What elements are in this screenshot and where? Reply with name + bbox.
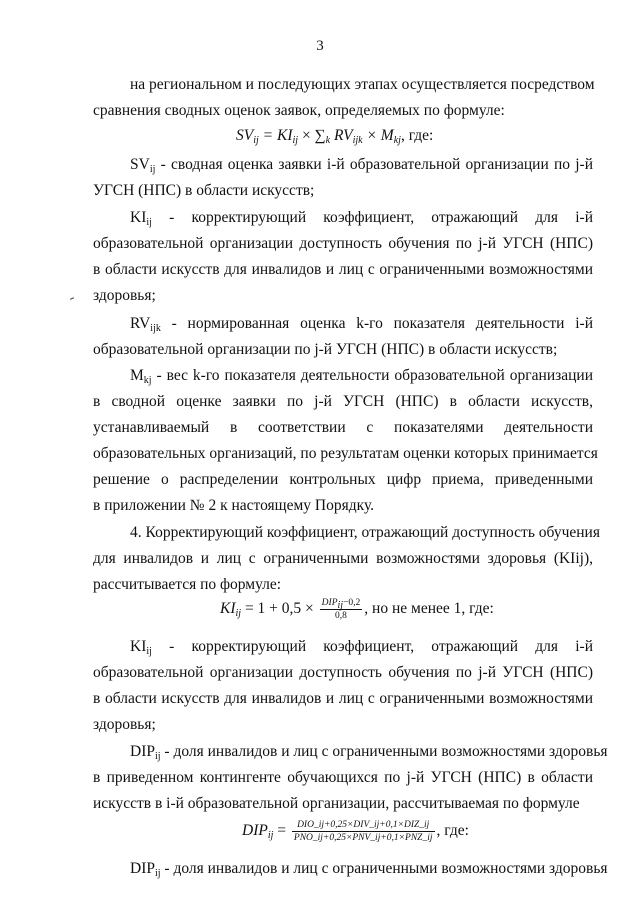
paragraph-line: образовательной организации доступность обучения по j-й УГСН (НПС) <box>93 235 593 252</box>
paragraph-line: образовательной организации по j-й УГСН (НПС) в области искусств; <box>93 341 558 358</box>
paragraph-line: в области искусств для инвалидов и лиц с ограниченными возможностями <box>93 261 593 278</box>
formula-sv: $SV_{ij} = KI_{ij} \times \sum_k$ $RV_{ijk} \times M_{kj}$, где: <box>236 127 434 146</box>
fraction: $\frac{\text{DIO\_ij+0,25×DIV\_ij+0,1×DIZ\_ij}}{\text{PNO\_ij+0,25×PNV\_ij+0,1×PNZ\_ij}}$ <box>293 820 433 843</box>
definition-rv: $RV_{ijk}$ - нормированная оценка k-го показателя деятельности i-й <box>130 315 593 334</box>
paragraph-line: на региональном и последующих этапах осуществляется посредством <box>130 76 595 93</box>
paragraph-line: в области искусств для инвалидов и лиц с ограниченными возможностями <box>93 690 593 707</box>
definition-dip: $DIP_{ij}$ - доля инвалидов и лиц с ограниченными возможностями здоровья <box>130 860 608 879</box>
formula-ki: $KI_{ij} = 1 + 0,5$ × $\frac{DIP_{ij}-0,2}{0,8}$ , но не менее 1, где: <box>220 598 494 621</box>
paragraph-line: рассчитывается по формуле: <box>93 576 282 593</box>
paragraph-line: 4. Корректирующий коэффициент, отражающий доступность обучения <box>130 524 600 541</box>
page-number: 3 <box>316 38 324 54</box>
paragraph-line: искусств в i-й образовательной организации, рассчитываемая по формуле <box>93 795 580 812</box>
paragraph-line: здоровья; <box>93 716 156 733</box>
paragraph-line: в приведенном контингенте обучающихся по j-й УГСН (НПС) в области <box>93 769 593 786</box>
definition-ki: $KI_{ij}$ - корректирующий коэффициент, отражающий для i-й <box>130 209 593 228</box>
paragraph-line: в приложении № 2 к настоящему Порядку. <box>93 497 375 514</box>
paragraph-line: сравнения сводных оценок заявок, определяемых по формуле: <box>93 102 505 119</box>
formula-dip: $DIP_{ij}$ = $\frac{\text{DIO\_ij+0,25×DIV\_ij+0,1×DIZ\_ij}}{\text{PNO\_ij+0,25×PNV\_ij+0,1×PNZ\_ij}}$ , где: <box>242 820 469 843</box>
paragraph-line: в сводной оценке заявки по j-й УГСН (НПС) в области искусств, <box>93 393 593 410</box>
definition-dip: $DIP_{ij}$ - доля инвалидов и лиц с ограниченными возможностями здоровья <box>130 743 608 762</box>
paragraph-line: устанавливаемый в соответствии с показателями деятельности <box>93 419 593 436</box>
paragraph-line: здоровья; <box>93 287 156 304</box>
paragraph-line: для инвалидов и лиц с ограниченными возможностями здоровья (KIij), <box>93 550 593 567</box>
definition-sv: $SV_{ij}$ - сводная оценка заявки i-й образовательной организации по j-й <box>130 156 593 175</box>
definition-m: $M_{kj}$ - вес k-го показателя деятельности образовательной организации <box>130 367 593 386</box>
paragraph-line: образовательной организации доступность обучения по j-й УГСН (НПС) <box>93 664 593 681</box>
paragraph-line: образовательных организаций, по результатам оценки которых принимается <box>93 445 598 462</box>
paragraph-line: УГСН (НПС) в области искусств; <box>93 182 315 199</box>
definition-ki: $KI_{ij}$ - корректирующий коэффициент, отражающий для i-й <box>130 638 593 657</box>
paragraph-line: решение о распределении контрольных цифр приема, приведенными <box>93 471 593 488</box>
scan-mark <box>70 297 74 300</box>
fraction: $\frac{DIP_{ij}-0,2}{0,8}$ <box>321 598 361 621</box>
